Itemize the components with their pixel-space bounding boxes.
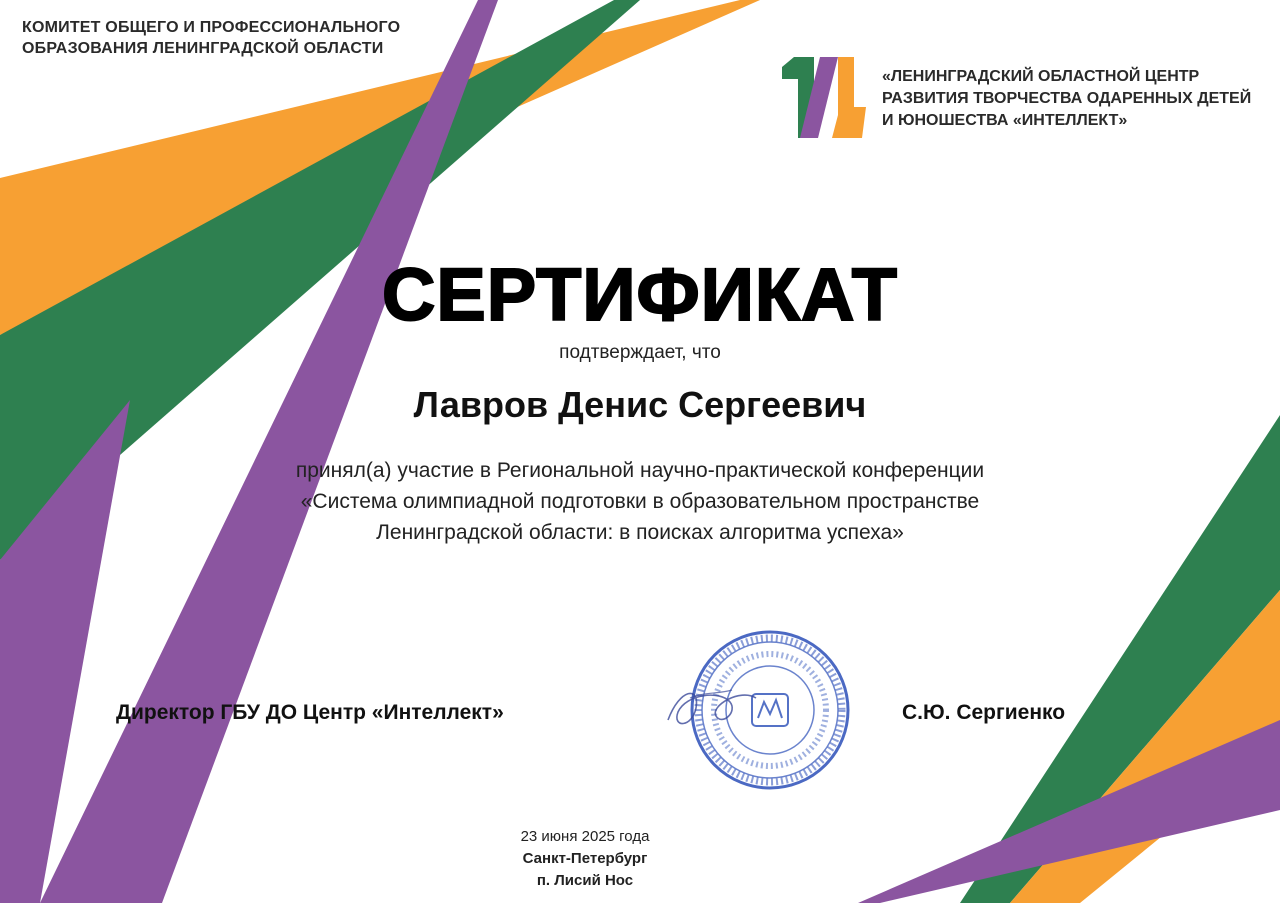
org-line-1: «ЛЕНИНГРАДСКИЙ ОБЛАСТНОЙ ЦЕНТР — [882, 68, 1200, 85]
org-line-3: И ЮНОШЕСТВА «ИНТЕЛЛЕКТ» — [882, 112, 1128, 129]
certificate-title: СЕРТИФИКАТ — [381, 253, 899, 336]
body-line-2: «Система олимпиадной подготовки в образовательном пространстве — [300, 490, 980, 513]
official-stamp — [660, 628, 860, 798]
body-line-1: принял(а) участие в Региональной научно-практической конференции — [295, 459, 985, 482]
recipient-name: Лавров Денис Сергеевич — [413, 384, 867, 425]
intellekt-logo — [780, 57, 870, 139]
issue-date: 23 июня 2025 года — [520, 828, 650, 845]
signer-name: С.Ю. Сергиенко — [902, 701, 1066, 724]
certificate-body — [200, 455, 1080, 548]
org-line-2: РАЗВИТИЯ ТВОРЧЕСТВА ОДАРЕННЫХ ДЕТЕЙ — [882, 90, 1252, 107]
issue-place: п. Лисий Нос — [536, 872, 634, 889]
body-line-3: Ленинградской области: в поисках алгоритма успеха» — [376, 521, 904, 544]
committee-line-1: КОМИТЕТ ОБЩЕГО И ПРОФЕССИОНАЛЬНОГО — [22, 19, 401, 36]
confirms-text: подтверждает, что — [559, 342, 721, 363]
issue-city: Санкт-Петербург — [522, 850, 648, 867]
director-position: Директор ГБУ ДО Центр «Интеллект» — [116, 701, 504, 724]
committee-header — [22, 17, 400, 59]
organization-header — [882, 66, 1251, 132]
committee-line-2: ОБРАЗОВАНИЯ ЛЕНИНГРАДСКОЙ ОБЛАСТИ — [22, 40, 384, 57]
